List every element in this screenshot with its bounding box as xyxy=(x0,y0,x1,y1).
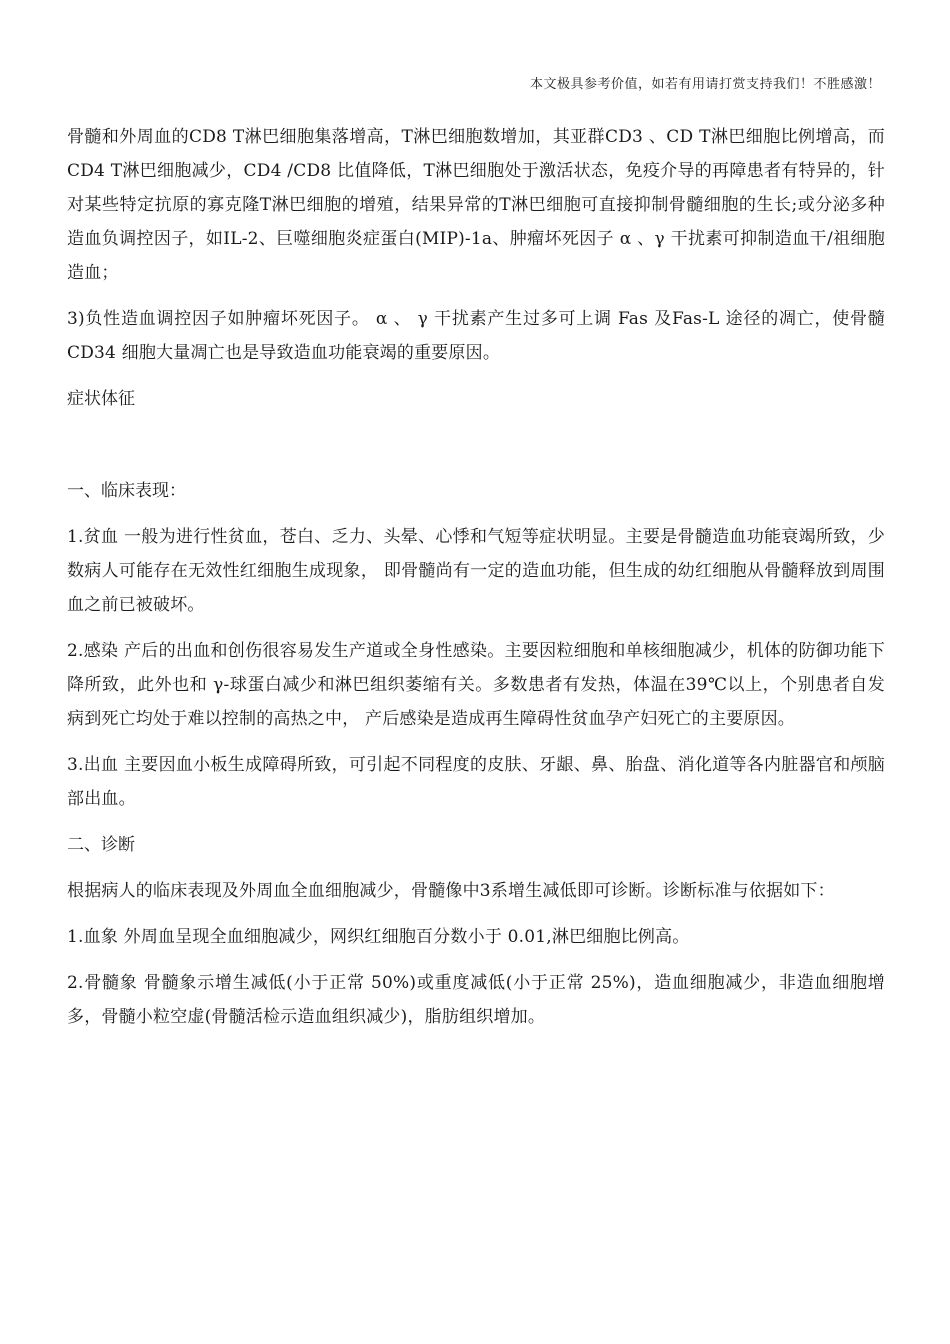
diagnosis-item-marrow: 2.骨髓象 骨髓象示增生减低(小于正常 50%)或重度减低(小于正常 25%)，造血细胞减少，非造血细胞增多，骨髓小粒空虚(骨髓活检示造血组织减少)，脂肪组织增加。 xyxy=(67,973,885,1027)
document-body xyxy=(67,120,885,1046)
clinical-item-anemia: 1.贫血 一般为进行性贫血，苍白、乏力、头晕、心悸和气短等症状明显。主要是骨髓造血功能衰竭所致，少数病人可能存在无效性红细胞生成现象， 即骨髓尚有一定的造血功能，但生成的幼红细胞从骨髓释放到周围血之前已被破坏。 xyxy=(67,527,885,615)
clinical-item-bleeding: 3.出血 主要因血小板生成障碍所致，可引起不同程度的皮肤、牙龈、鼻、胎盘、消化道等各内脏器官和颅脑部出血。 xyxy=(67,755,885,809)
diagnosis-intro: 根据病人的临床表现及外周血全血细胞减少，骨髓像中3系增生减低即可诊断。诊断标准与依据如下： xyxy=(67,881,835,901)
section-heading-clinical: 一、临床表现： xyxy=(67,481,186,501)
blank-spacer xyxy=(67,428,885,474)
section-heading-symptoms: 症状体征 xyxy=(67,389,135,409)
paragraph: 3)负性造血调控因子如肿瘤坏死因子。 α 、 γ 干扰素产生过多可上调 Fas 及Fas-L 途径的凋亡，使骨髓CD34 细胞大量凋亡也是导致造血功能衰竭的重要原因。 xyxy=(67,309,885,363)
clinical-item-infection: 2.感染 产后的出血和创伤很容易发生产道或全身性感染。主要因粒细胞和单核细胞减少，机体的防御功能下降所致，此外也和 γ-球蛋白减少和淋巴组织萎缩有关。多数患者有发热，体温在39℃以上，个别患者自发病到死亡均处于难以控制的高热之中， 产后感染是造成再生障碍性贫血孕产妇死亡的主要原因。 xyxy=(67,641,885,729)
paragraph: 骨髓和外周血的CD8 T淋巴细胞集落增高，T淋巴细胞数增加，其亚群CD3 、CD T淋巴细胞比例增高，而CD4 T淋巴细胞减少，CD4 /CD8 比值降低，T淋巴细胞处于激活状态，免疫介导的再障患者有特异的，针对某些特定抗原的寡克隆T淋巴细胞的增殖，结果异常的T淋巴细胞可直接抑制骨髓细胞的生长;或分泌多种造血负调控因子，如IL-2、巨噬细胞炎症蛋白(MIP)-1a、肿瘤坏死因子 α 、γ 干扰素可抑制造血干/祖细胞造血； xyxy=(67,127,885,283)
diagnosis-item-blood: 1.血象 外周血呈现全血细胞减少，网织红细胞百分数小于 0.01,淋巴细胞比例高。 xyxy=(67,927,690,947)
header-note: 本文极具参考价值，如若有用请打赏支持我们！不胜感激！ xyxy=(529,77,881,92)
section-heading-diagnosis: 二、诊断 xyxy=(67,835,135,855)
